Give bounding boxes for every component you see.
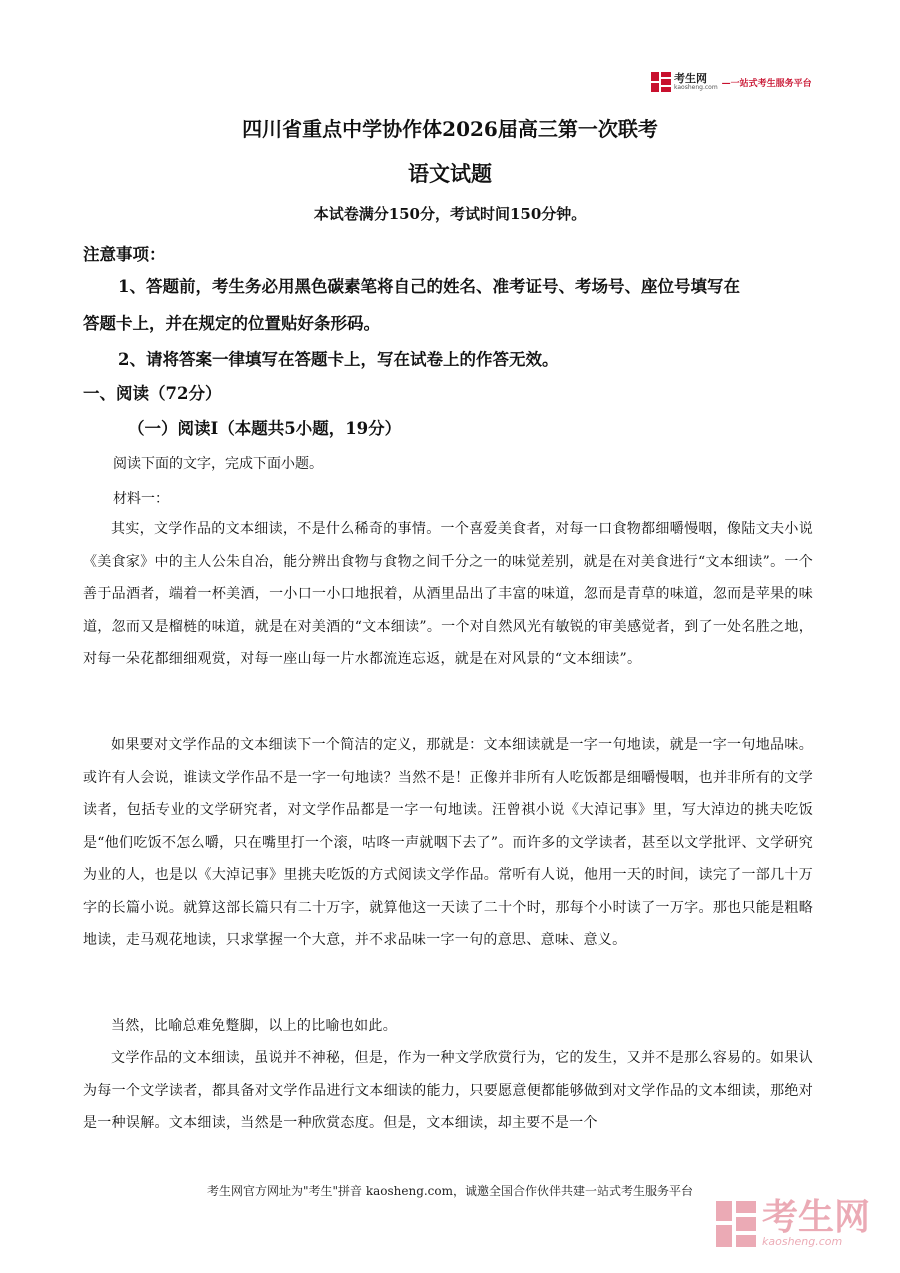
watermark-name: 考生网: [762, 1197, 871, 1238]
paragraph-1: 其实，文学作品的文本细读，不是什么稀奇的事情。一个喜爱美食者，对每一口食物都细嚼慢咽，像陆文夫小说《美食家》中的主人公朱自冶，能分辨出食物与食物之间千分之一的味觉差别，就是在对美食进行“文本细读”。一个善于品酒者，端着一杯美酒，一小口一小口地抿着，从酒里品出了丰富的味道，忽而是青草的味道，忽而是苹果的味道，忽而又是榴梿的味道，就是在对美酒的“文本细读”。一个对自然风光有敏锐的审美感觉者，到了一处名胜之地，对每一朵花都细细观赏，对每一座山每一片水都流连忘返，就是在对风景的“文本细读”。: [83, 521, 813, 667]
instruction-text: 阅读下面的文字，完成下面小题。: [113, 456, 323, 472]
kaosheng-logo-icon: [651, 72, 671, 92]
watermark: [716, 1197, 871, 1248]
notes-item-2: 2、请将答案一律填写在答题卡上，写在试卷上的作答无效。: [118, 350, 559, 369]
paragraph-3: 当然，比喻总难免蹩脚，以上的比喻也如此。: [111, 1018, 397, 1034]
paragraph-4: 文学作品的文本细读，虽说并不神秘，但是，作为一种文学欣赏行为，它的发生，又并不是那么容易的。如果认为每一个文学读者，都具备对文学作品进行文本细读的能力，只要愿意便都能够做到对文学作品的文本细读，那绝对是一种误解。文本细读，当然是一种欣赏态度。但是，文本细读，却主要不是一个: [83, 1050, 813, 1131]
watermark-url: kaosheng.com: [762, 1235, 843, 1248]
exam-subject: 语文试题: [408, 161, 492, 186]
footer-text: 考生网官方网址为"考生"拼音 kaosheng.com，诚邀全国合作伙伴共建一站式考生服务平台: [206, 1184, 694, 1198]
logo-slogan: —一站式考生服务平台: [721, 78, 812, 89]
exam-info: 本试卷满分150分，考试时间150分钟。: [313, 205, 587, 223]
header-logo: [651, 72, 812, 92]
notes-heading: 注意事项：: [83, 245, 166, 264]
exam-title: 四川省重点中学协作体2026届高三第一次联考: [242, 117, 658, 141]
paragraph-2: 如果要对文学作品的文本细读下一个简洁的定义，那就是：文本细读就是一字一句地读，就是一字一句地品味。或许有人会说，谁读文学作品不是一字一句地读？当然不是！正像并非所有人吃饭都是细嚼慢咽，也并非所有的文学读者，包括专业的文学研究者，对文学作品都是一字一句地读。汪曾祺小说《大淖记事》里，写大淖边的挑夫吃饭是“他们吃饭不怎么嚼，只在嘴里打一个滚，咕咚一声就咽下去了”。而许多的文学读者，甚至以文学批评、文学研究为业的人，也是以《大淖记事》里挑夫吃饭的方式阅读文学作品。常听有人说，他用一天的时间，读完了一部几十万字的长篇小说。就算这部长篇只有二十万字，就算他这一天读了二十个时，那每个小时读了一万字。那也只能是粗略地读，走马观花地读，只求掌握一个大意，并不求品味一字一句的意思、意味、意义。: [83, 737, 813, 948]
logo-url: kaosheng.com: [674, 84, 718, 91]
material-label: 材料一：: [113, 491, 169, 507]
notes-item-1-line-1: 1、答题前，考生务必用黑色碳素笔将自己的姓名、准考证号、考场号、座位号填写在: [118, 277, 740, 296]
section-heading: 一、阅读（72分）: [83, 384, 222, 403]
notes-item-1-line-2: 答题卡上，并在规定的位置贴好条形码。: [83, 314, 380, 333]
logo-name: 考生网: [674, 72, 707, 85]
subsection-heading: （一）阅读I（本题共5小题，19分）: [128, 419, 402, 438]
watermark-logo-icon: [716, 1201, 756, 1247]
